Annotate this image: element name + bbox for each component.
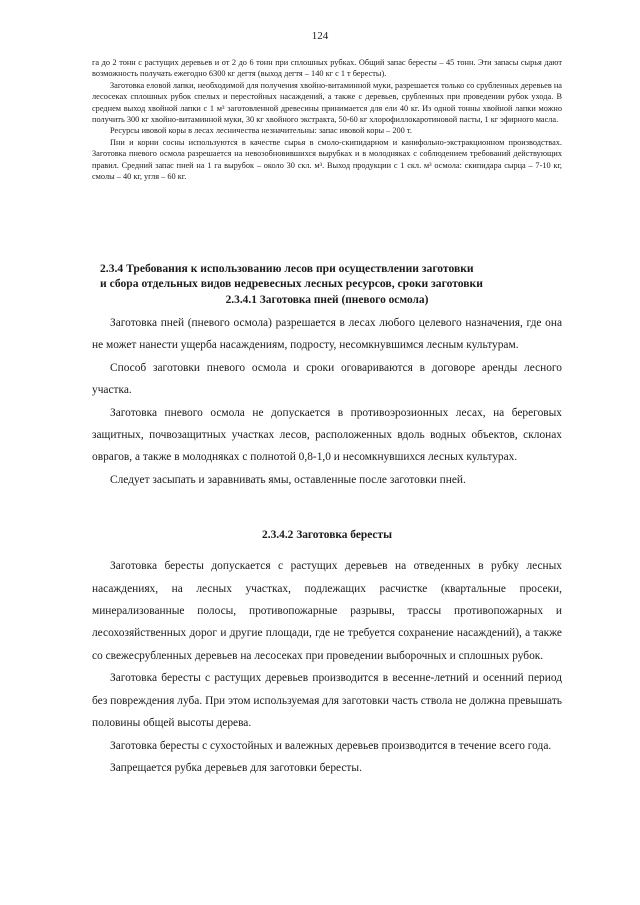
- section-heading-line-2: и сбора отдельных видов недревесных лесных ресурсов, сроки заготовки: [100, 276, 483, 290]
- subsection-1-paragraph: Следует засыпать и заравнивать ямы, оставленные после заготовки пней.: [110, 473, 466, 486]
- top-paragraph: Ресурсы ивовой коры в лесах лесничества незначительны: запас ивовой коры – 200 т.: [110, 126, 412, 136]
- section-heading-line-1: 2.3.4 Требования к использованию лесов при осуществлении заготовки: [100, 262, 474, 275]
- top-text-block: [92, 57, 562, 182]
- top-paragraph: Пни и корни сосны используются в качестве сырья в смоло-скипидарном и канифольно-экстракционном производствах. Заготовка пневого осмола разрешается на невозобновившихся вырубках и в молодняках с соблюдением требований действующих правил. Средний запас пней на 1 га вырубок – около 30 скл. м³. Выход продукции с 1 скл. м³ осмола: скипидара сырца – 7-10 кг, смолы – 40 кг, угля – 60 кг.: [92, 137, 562, 182]
- main-content: [92, 262, 562, 779]
- page-number: 124: [311, 30, 329, 42]
- subsection-2-paragraph: Заготовка бересты допускается с растущих деревьев на отведенных в рубку лесных насаждениях, на лесных участках, подлежащих расчистке (квартальные просеки, минерализованные полосы, противопожарные разрывы, трассы противопожарных и лесохозяйственных дорог и другие площади, где не требуется сохранение насаждений), а также со свежесрубленных деревьев на лесосеках при проведении выборочных и сплошных рубок.: [92, 560, 562, 662]
- subsection-1-paragraph: Заготовка пневого осмола не допускается в противоэрозионных лесах, на береговых защитных, почвозащитных участках лесов, расположенных вдоль водных объектов, склонах оврагов, а также в молодняках с полнотой 0,8-1,0 и несомкнувшихся лесных культурах.: [92, 406, 562, 464]
- subsection-2-paragraph: Запрещается рубка деревьев для заготовки бересты.: [110, 761, 362, 774]
- subsection-2-heading: 2.3.4.2 Заготовка бересты: [262, 529, 392, 542]
- top-paragraph: Заготовка еловой лапки, необходимой для получения хвойно-витаминной муки, разрешается только со срубленных деревьев на лесосеках сплошных рубок спелых и перестойных насаждений, а также с деревьев, срубленных при проведении рубок ухода. В среднем выход хвойной лапки с 1 м³ заготовленной древесины принимается для ели 40 кг. Из одной тонны хвойной лапки можно получить 300 кг хвойно-витаминной муки, 30 кг хвойного экстракта, 50-60 кг хлорофиллокаротиновой пасты, 1 кг эфирного масла.: [92, 80, 562, 125]
- top-paragraph: га до 2 тонн с растущих деревьев и от 2 до 6 тонн при сплошных рубках. Общий запас бересты – 45 тонн. Эти запасы сырья дают возможность получать ежегодно 6300 кг дегтя (выход дегтя – 140 кг с 1 т бересты).: [92, 58, 562, 79]
- subsection-2-paragraph: Заготовка бересты с сухостойных и валежных деревьев производится в течение всего года.: [110, 739, 552, 752]
- subsection-1-paragraph: Способ заготовки пневого осмола и сроки оговариваются в договоре аренды лесного участка.: [92, 361, 562, 397]
- subsection-2-paragraph: Заготовка бересты с растущих деревьев производится в весенне-летний и осенний период без повреждения луба. При этом используемая для заготовки часть ствола не должна превышать половины общей высоты дерева.: [92, 672, 562, 730]
- subsection-1-heading: 2.3.4.1 Заготовка пней (пневого осмола): [225, 294, 429, 306]
- subsection-1-paragraph: Заготовка пней (пневого осмола) разрешается в лесах любого целевого назначения, где она не может нанести ущерба насаждениям, подросту, несомкнувшимся лесным культурам.: [92, 317, 562, 352]
